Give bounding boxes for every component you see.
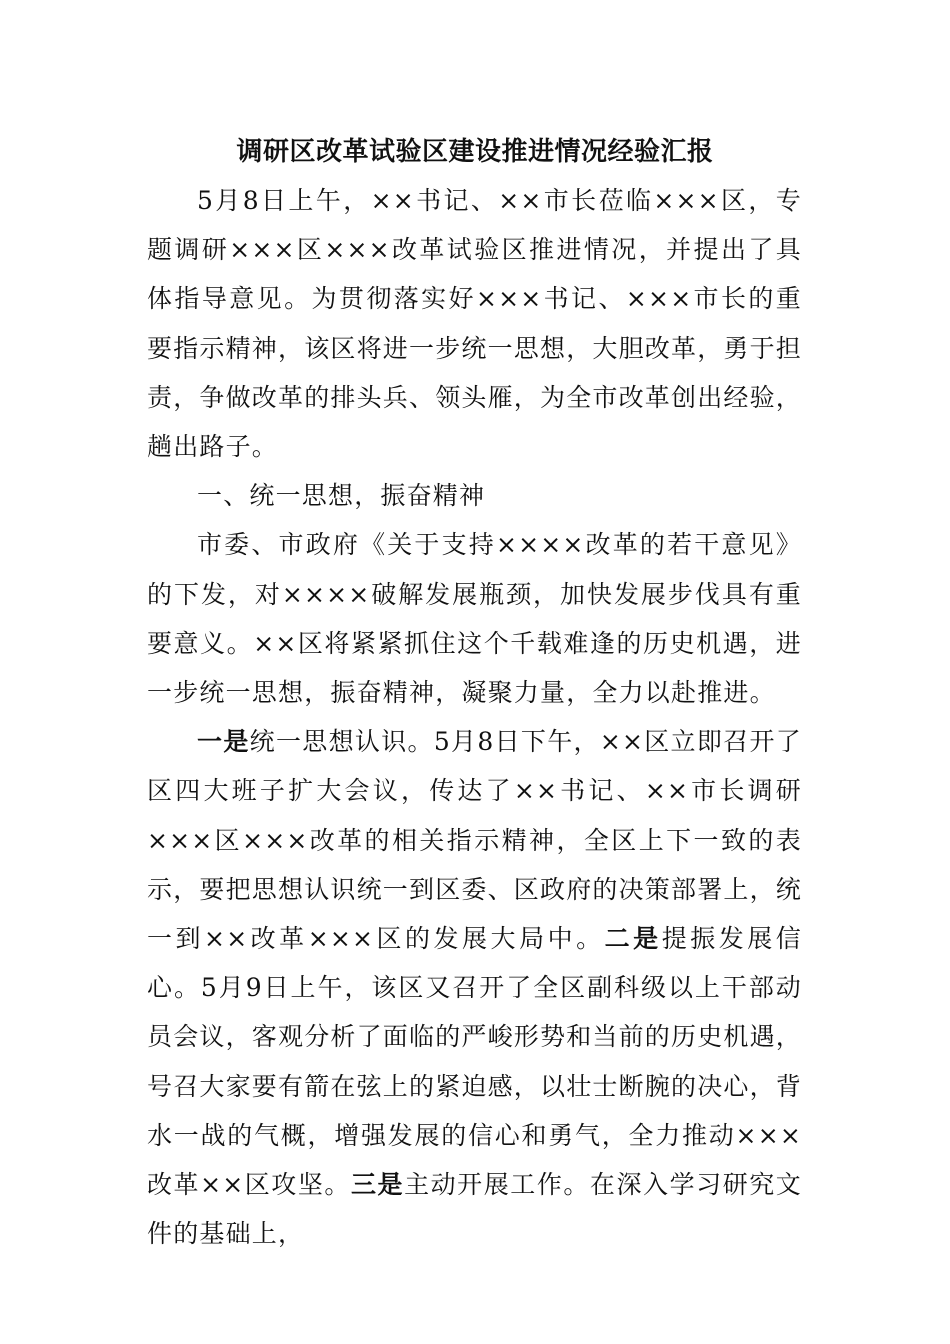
document-title: 调研区改革试验区建设推进情况经验汇报 xyxy=(236,137,714,167)
point-text-1: 统一思想认识。5月8日下午，××区立即召开了区四大班子扩大会议，传达了××书记、××市长调研×××区×××改革的相关指示精神，全区上下一致的表示，要把思想认识统一到区委、区政府的决策部署上，统一到××改革×××区的发展大局中。 xyxy=(147,727,803,954)
section-heading-1: 一、统一思想，振奋精神 xyxy=(197,481,486,511)
document-body xyxy=(147,176,802,1258)
paragraph-measures xyxy=(147,717,802,1258)
paragraph-section-1: 市委、市政府《关于支持××××改革的若干意见》的下发，对××××破解发展瓶颈，加快发展步伐具有重要意义。××区将紧紧抓住这个千载难逢的历史机遇，进一步统一思想，振奋精神，凝聚力量，全力以赴推进。 xyxy=(147,530,802,708)
point-label-2: 二是 xyxy=(604,924,662,954)
point-text-2: 提振发展信心。5月9日上午，该区又召开了全区副科级以上干部动员会议，客观分析了面临的严峻形势和当前的历史机遇，号召大家要有箭在弦上的紧迫感，以壮士断腕的决心，背水一战的气概，增强发展的信心和勇气，全力推动×××改革××区攻坚。 xyxy=(147,924,803,1200)
point-label-3: 三是 xyxy=(350,1170,405,1200)
paragraph-intro: 5月8日上午，××书记、××市长莅临×××区，专题调研×××区×××改革试验区推进情况，并提出了具体指导意见。为贯彻落实好×××书记、×××市长的重要指示精神，该区将进一步统一思想，大胆改革，勇于担责，争做改革的排头兵、领头雁，为全市改革创出经验，趟出路子。 xyxy=(147,186,803,462)
point-text-3: 主动开展工作。在深入学习研究文件的基础上， xyxy=(147,1170,802,1249)
point-label-1: 一是 xyxy=(197,727,250,757)
